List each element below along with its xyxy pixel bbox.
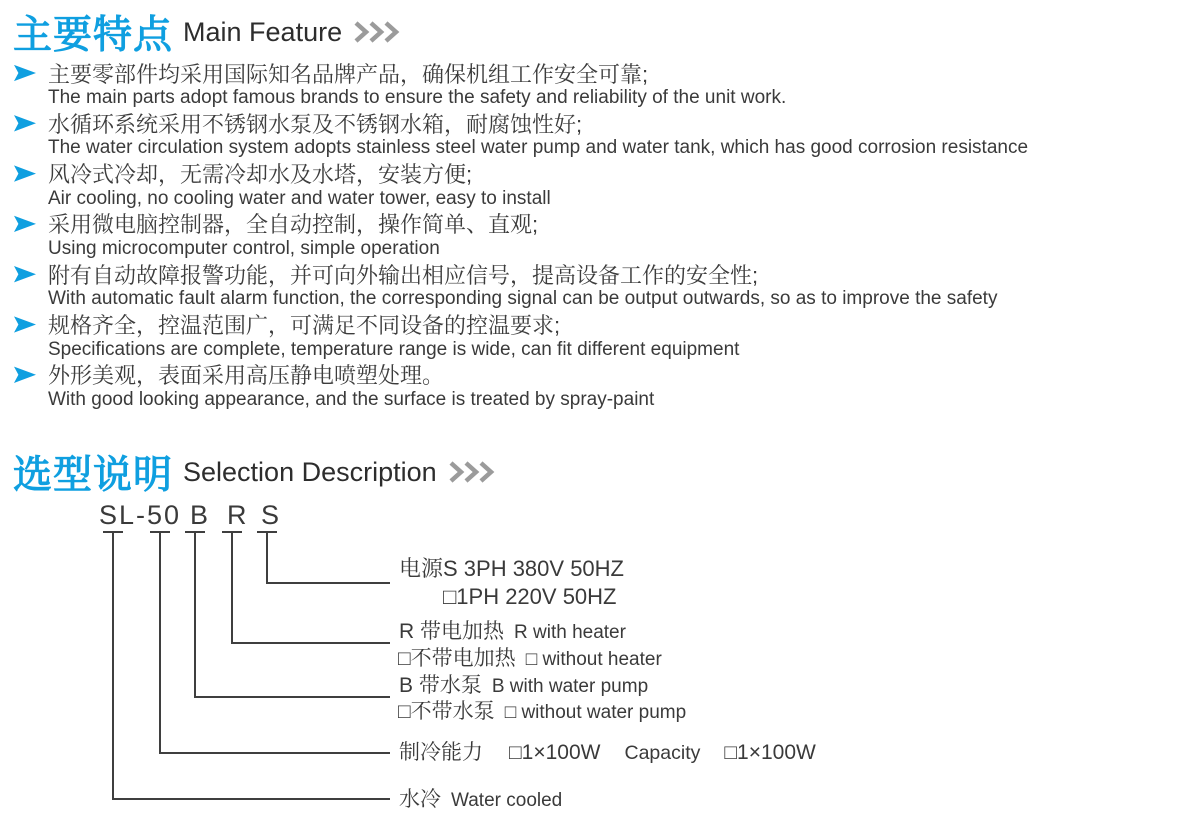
feature-item <box>14 161 1194 211</box>
heater-option-yes <box>399 620 626 645</box>
heater-no-en: □ without heater <box>525 649 662 670</box>
feature-text-en: With good looking appearance, and the surface is treated by spray-paint <box>48 388 655 410</box>
main-feature-title-cn: 主要特点 <box>13 14 174 57</box>
connector-line-cooling <box>112 531 114 800</box>
model-code-heater: R <box>227 500 247 530</box>
cooling-label-en: Water cooled <box>451 790 563 811</box>
pump-yes-en: B with water pump <box>491 676 649 697</box>
pump-yes-cn: B 带水泵 <box>399 674 482 697</box>
heater-no-cn: □不带电加热 <box>398 647 516 670</box>
connector-line-pump <box>194 531 196 698</box>
arrow-bullet-icon <box>14 266 36 283</box>
pump-option-no <box>398 700 686 725</box>
heater-yes-en: R with heater <box>514 622 626 643</box>
arrow-bullet-icon <box>14 366 36 383</box>
main-feature-header <box>13 4 404 60</box>
feature-list <box>14 60 1194 412</box>
connector-line-power <box>266 531 268 584</box>
feature-text-cn: 附有自动故障报警功能，并可向外输出相应信号，提高设备工作的安全性; <box>48 262 759 288</box>
feature-text-cn: 风冷式冷却，无需冷却水及水塔，安装方便; <box>48 162 473 188</box>
feature-text-cn: 采用微电脑控制器，全自动控制，操作简单、直观; <box>48 212 539 238</box>
triple-chevron-icon <box>352 19 404 45</box>
connector-line-cooling <box>112 798 390 800</box>
feature-item <box>14 110 1194 160</box>
feature-item <box>14 211 1194 261</box>
connector-line-power <box>266 582 390 584</box>
feature-item <box>14 60 1194 110</box>
feature-text-cn: 水循环系统采用不锈钢水泵及不锈钢水箱，耐腐蚀性好; <box>48 111 583 137</box>
feature-item <box>14 362 1194 412</box>
model-code-power: S <box>261 500 280 530</box>
feature-text-cn: 外形美观，表面采用高压静电喷塑处理。 <box>48 363 445 389</box>
feature-text-cn: 主要零部件均采用国际知名品牌产品，确保机组工作安全可靠; <box>48 61 649 87</box>
arrow-bullet-icon <box>14 316 36 333</box>
feature-text-cn: 规格齐全，控温范围广，可满足不同设备的控温要求; <box>48 312 561 338</box>
power-option-line2: □1PH 220V 50HZ <box>443 584 617 609</box>
connector-line-heater <box>231 531 233 644</box>
cooling-row <box>399 788 562 813</box>
arrow-bullet-icon <box>14 115 36 132</box>
heater-option-no <box>398 647 662 672</box>
selection-description-header <box>13 444 499 500</box>
connector-line-capacity <box>159 531 161 754</box>
selection-title-en: Selection Description <box>183 456 437 487</box>
feature-item <box>14 311 1194 361</box>
capacity-row <box>399 741 816 765</box>
heater-yes-cn: R 带电加热 <box>399 620 504 643</box>
capacity-label-en: Capacity <box>624 742 701 764</box>
triple-chevron-icon <box>447 459 499 485</box>
capacity-label-cn: 制冷能力 <box>399 741 483 764</box>
arrow-bullet-icon <box>14 165 36 182</box>
feature-text-en: The water circulation system adopts stainless steel water pump and water tank, which has good corrosion resistance <box>48 137 1029 159</box>
arrow-bullet-icon <box>14 65 36 82</box>
main-feature-title-en: Main Feature <box>183 16 343 47</box>
model-code-pump: B <box>190 500 209 530</box>
connector-line-capacity <box>159 752 390 754</box>
power-option-line1: 电源S 3PH 380V 50HZ <box>399 556 624 581</box>
connector-line-heater <box>231 642 390 644</box>
feature-text-en: The main parts adopt famous brands to ensure the safety and reliability of the unit work. <box>48 87 787 109</box>
feature-text-en: Air cooling, no cooling water and water tower, easy to install <box>48 187 551 209</box>
cooling-label-cn: 水冷 <box>399 788 441 811</box>
arrow-bullet-icon <box>14 215 36 232</box>
pump-option-yes <box>399 674 648 699</box>
feature-text-en: With automatic fault alarm function, the corresponding signal can be output outwards, so as to improve the safety <box>48 288 998 310</box>
pump-no-cn: □不带水泵 <box>398 700 495 723</box>
feature-text-en: Using microcomputer control, simple operation <box>48 238 440 260</box>
model-code-base: SL-50 <box>99 500 182 530</box>
connector-line-pump <box>194 696 390 698</box>
feature-text-en: Specifications are complete, temperature range is wide, can fit different equipment <box>48 338 740 360</box>
pump-no-en: □ without water pump <box>504 702 687 723</box>
capacity-value-2: □1×100W <box>724 741 816 764</box>
selection-title-cn: 选型说明 <box>13 454 174 497</box>
feature-item <box>14 261 1194 311</box>
capacity-value-1: □1×100W <box>509 741 601 764</box>
